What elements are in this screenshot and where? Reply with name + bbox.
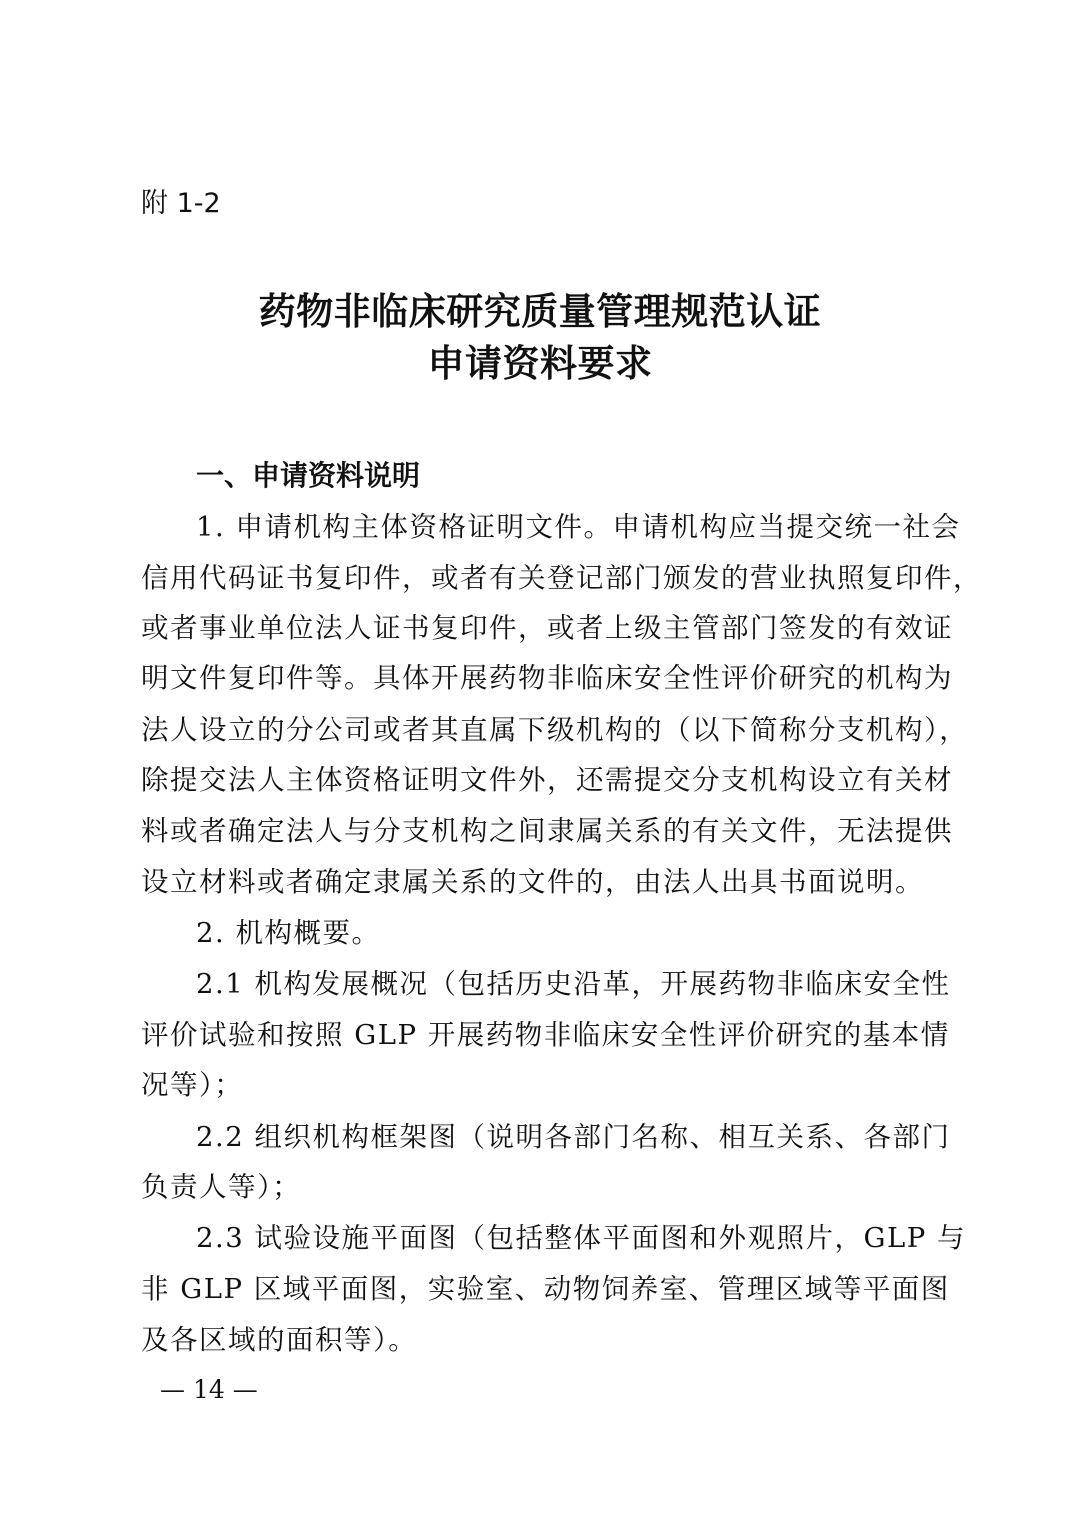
document-title-line-1: 药物非临床研究质量管理规范认证 [258,290,822,333]
document-title-line-2: 申请资料要求 [427,342,653,385]
body-line: 或者事业单位法人证书复印件，或者上级主管部门签发的有效证 [141,612,953,644]
body-line: 评价试验和按照 GLP 开展药物非临床安全性评价研究的基本情 [141,1019,950,1051]
body-line: 2.2 组织机构框架图（说明各部门名称、相互关系、各部门 [196,1121,951,1153]
body-line: 2.3 试验设施平面图（包括整体平面图和外观照片，GLP 与 [196,1222,966,1254]
body-line: 非 GLP 区域平面图，实验室、动物饲养室、管理区域等平面图 [141,1273,950,1305]
body-line: 2. 机构概要。 [196,917,381,949]
body-line: 及各区域的面积等）。 [141,1324,418,1356]
body-line: 设立材料或者确定隶属关系的文件的，由法人出具书面说明。 [141,866,924,898]
body-line: 负责人等）； [141,1171,302,1203]
body-line: 况等）； [141,1069,244,1101]
body-line: 1. 申请机构主体资格证明文件。申请机构应当提交统一社会 [196,511,961,543]
body-line: 法人设立的分公司或者其直属下级机构的（以下简称分支机构）， [141,714,969,746]
section-heading: 一、申请资料说明 [196,459,421,492]
page-number: — 14 — [160,1375,258,1404]
body-line: 料或者确定法人与分支机构之间隶属关系的有关文件，无法提供 [141,815,953,847]
attachment-label: 附 1-2 [141,188,221,219]
body-line: 2.1 机构发展概况（包括历史沿革，开展药物非临床安全性 [196,968,951,1000]
body-line: 明文件复印件等。具体开展药物非临床安全性评价研究的机构为 [141,662,953,694]
body-line: 除提交法人主体资格证明文件外，还需提交分支机构设立有关材 [141,764,953,796]
body-line: 信用代码证书复印件，或者有关登记部门颁发的营业执照复印件， [141,562,982,594]
